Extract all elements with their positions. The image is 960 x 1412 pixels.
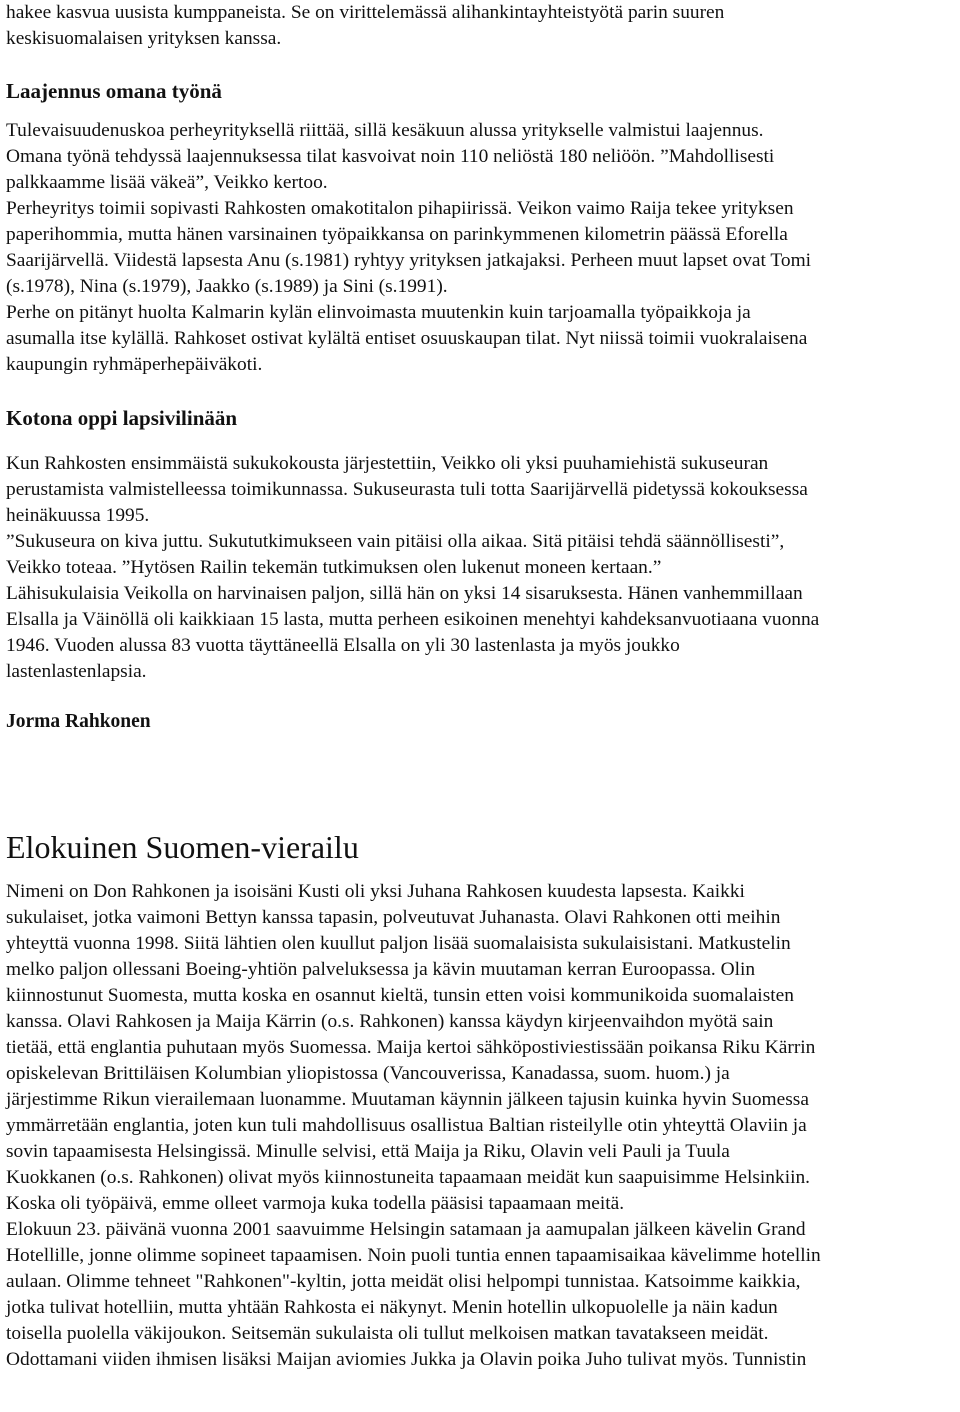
text-line: jotka tulivat hotelliin, mutta yhtään Rahkosta ei näkynyt. Menin hotellin ulkopuolelle ja näin kadun (6, 1297, 778, 1318)
text-line: sukulaiset, jotka vaimoni Bettyn kanssa tapasin, polveutuvat Juhanasta. Olavi Rahkonen otti meihin (6, 907, 781, 928)
text-line: melko paljon ollessani Boeing-yhtiön palveluksessa ja kävin muutaman kerran Euroopassa. Olin (6, 959, 756, 980)
document-page (6, 0, 956, 1373)
text-line: kaupungin ryhmäperhepäiväkoti. (6, 354, 263, 375)
text-line: Kuokkanen (o.s. Rahkonen) olivat myös kiinnostuneita tapaamaan meidät kun saapuisimme Helsinkiin. (6, 1167, 811, 1188)
text-line: Saarijärvellä. Viidestä lapsesta Anu (s.1981) ryhtyy yrityksen jatkajaksi. Perheen muut lapset ovat Tomi (6, 250, 812, 271)
text-line: perustamista valmistelleessa toimikunnassa. Sukuseurasta tuli totta Saarijärvellä pidetyssä kokouksessa (6, 479, 808, 500)
text-line: keskisuomalaisen yrityksen kanssa. (6, 28, 282, 49)
author-name: Jorma Rahkonen (6, 711, 151, 732)
text-line: Elsalla ja Väinöllä oli kaikkiaan 15 lasta, mutta perheen esikoinen menehtyi kahdeksanvuotiaana vuonna (6, 609, 820, 630)
text-line: Veikko toteaa. ”Hytösen Railin tekemän tutkimuksen olen lukenut moneen kertaan.” (6, 557, 662, 578)
section-heading-laajennus: Laajennus omana työnä (6, 79, 222, 103)
text-line: Perhe on pitänyt huolta Kalmarin kylän elinvoimasta muutenkin kuin tarjoamalla työpaikkoja ja (6, 302, 751, 323)
text-line: yhteyttä vuonna 1998. Siitä lähtien olen kuullut paljon lisää suomalaisista sukulaisistani. Matkustelin (6, 933, 791, 954)
text-line: Koska oli työpäivä, emme olleet varmoja kuka todella pääsisi tapaamaan meitä. (6, 1193, 625, 1214)
text-line: järjestimme Rikun vierailemaan luonamme. Muutaman käynnin jälkeen tajusin kuinka hyvin Suomessa (6, 1089, 809, 1110)
section-heading-kotona: Kotona oppi lapsivilinään (6, 406, 238, 430)
spacer (6, 52, 956, 78)
text-line: Kun Rahkosten ensimmäistä sukukokousta järjestettiin, Veikko oli yksi puuhamiehistä sukuseuran (6, 453, 769, 474)
section-body-laajennus (6, 118, 956, 378)
text-line: Elokuun 23. päivänä vuonna 2001 saavuimme Helsingin satamaan ja aamupalan jälkeen kävelin Grand (6, 1219, 806, 1240)
text-line: Omana työnä tehdyssä laajennuksessa tilat kasvoivat noin 110 neliöstä 180 neliöön. ”Mahdollisesti (6, 146, 775, 167)
text-line: hakee kasvua uusista kumppaneista. Se on virittelemässä alihankintayhteistyötä parin suuren (6, 2, 725, 23)
article-body (6, 879, 956, 1373)
text-line: Lähisukulaisia Veikolla on harvinaisen paljon, sillä hän on yksi 14 sisaruksesta. Hänen vanhemmillaan (6, 583, 803, 604)
text-line: tietää, että englantia puhutaan myös Suomessa. Maija kertoi sähköpostiviestissään poikansa Riku Kärrin (6, 1037, 816, 1058)
text-line: 1946. Vuoden alussa 83 vuotta täyttäneellä Elsalla on yli 30 lastenlasta ja myös joukko (6, 635, 680, 656)
text-line: kanssa. Olavi Rahkosen ja Maija Kärrin (o.s. Rahkonen) kanssa käydyn kirjeenvaihdon myötä sain (6, 1011, 774, 1032)
text-line: asumalla itse kylällä. Rahkoset ostivat kylältä entiset osuuskaupan tilat. Nyt niissä toimii vuokralaisena (6, 328, 808, 349)
text-line: heinäkuussa 1995. (6, 505, 150, 526)
text-line: lastenlastenlapsia. (6, 661, 147, 682)
text-line: Perheyritys toimii sopivasti Rahkosten omakotitalon pihapiirissä. Veikon vaimo Raija tekee yrityksen (6, 198, 794, 219)
text-line: palkkaamme lisää väkeä”, Veikko kertoo. (6, 172, 328, 193)
text-line: sovin tapaamisesta Helsingissä. Minulle selvisi, että Maija ja Riku, Olavin veli Pauli ja Tuula (6, 1141, 730, 1162)
text-line: Nimeni on Don Rahkonen ja isoisäni Kusti oli yksi Juhana Rahkosen kuudesta lapsesta. Kaikki (6, 881, 745, 902)
text-line: paperihommia, mutta hänen varsinainen työpaikkansa on parinkymmenen kilometrin päässä Eforella (6, 224, 788, 245)
article-title: Elokuinen Suomen-vierailu (6, 829, 359, 865)
text-line: kiinnostunut Suomesta, mutta koska en osannut kieltä, tunsin etten voisi kommunikoida suomalaisten (6, 985, 794, 1006)
text-line: (s.1978), Nina (s.1979), Jaakko (s.1989) ja Sini (s.1991). (6, 276, 448, 297)
text-line: ”Sukuseura on kiva juttu. Sukututkimukseen vain pitäisi olla aikaa. Sitä pitäisi tehdä säännöllisesti”, (6, 531, 785, 552)
text-line: ymmärretään englantia, joten kun tuli mahdollisuus osallistua Baltian risteilylle otin yhteyttä Olaviin ja (6, 1115, 807, 1136)
section-body-kotona (6, 451, 956, 685)
text-line: Tulevaisuudenuskoa perheyrityksellä riittää, sillä kesäkuun alussa yritykselle valmistui laajennus. (6, 120, 764, 141)
text-line: opiskelevan Brittiläisen Kolumbian yliopistossa (Vancouverissa, Kanadassa, suom. huom.) ja (6, 1063, 730, 1084)
text-line: Hotellille, jonne olimme sopineet tapaamisen. Noin puoli tuntia ennen tapaamisaikaa kävelimme hotellin (6, 1245, 821, 1266)
text-line: aulaan. Olimme tehneet "Rahkonen"-kyltin, jotta meidät olisi helpompi tunnistaa. Katsoimme kaikkia, (6, 1271, 801, 1292)
intro-paragraph (6, 0, 956, 52)
text-line: toisella puolella väkijoukon. Seitsemän sukulaista oli tullut melkoisen matkan tavatakseen meidät. (6, 1323, 769, 1344)
text-line: Odottamani viiden ihmisen lisäksi Maijan aviomies Jukka ja Olavin poika Juho tulivat myös. Tunnistin (6, 1349, 807, 1370)
